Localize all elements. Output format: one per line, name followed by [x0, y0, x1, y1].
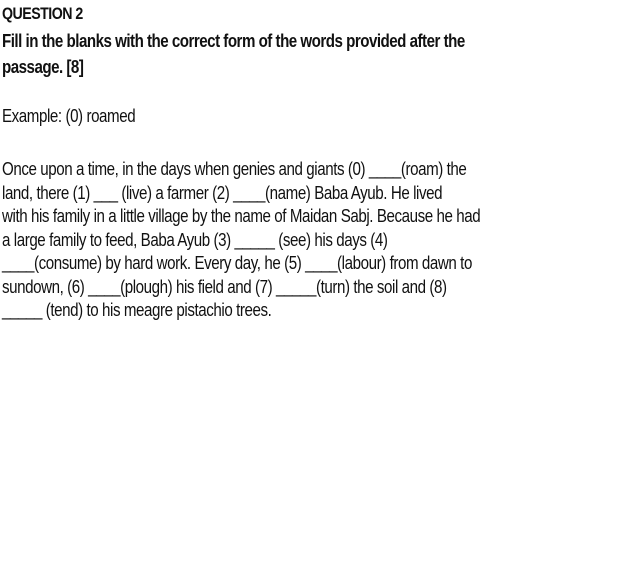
- instruction-line: Fill in the blanks with the correct form of the words provided after the: [2, 31, 465, 51]
- example-line: Example: (0) roamed: [2, 106, 136, 126]
- passage-line: _____ (tend) to his meagre pistachio trees.: [2, 300, 272, 320]
- question-title: QUESTION 2: [2, 5, 83, 23]
- passage-line: land, there (1) ___ (live) a farmer (2) ____(name) Baba Ayub. He lived: [2, 182, 443, 203]
- instruction-line: passage. [8]: [2, 57, 84, 77]
- document-page: [2, 4, 630, 323]
- passage: [2, 158, 630, 323]
- passage-line: ____(consume) by hard work. Every day, he (5) ____(labour) from dawn to: [2, 253, 472, 273]
- passage-line: a large family to feed, Baba Ayub (3) _____ (see) his days (4): [2, 229, 388, 250]
- passage-line: sundown, (6) ____(plough) his field and (7) _____(turn) the soil and (8): [2, 276, 447, 297]
- passage-line: with his family in a little village by the name of Maidan Sabj. Because he had: [2, 206, 481, 226]
- instruction-text: [2, 28, 630, 80]
- passage-line: Once upon a time, in the days when genies and giants (0) ____(roam) the: [2, 159, 467, 179]
